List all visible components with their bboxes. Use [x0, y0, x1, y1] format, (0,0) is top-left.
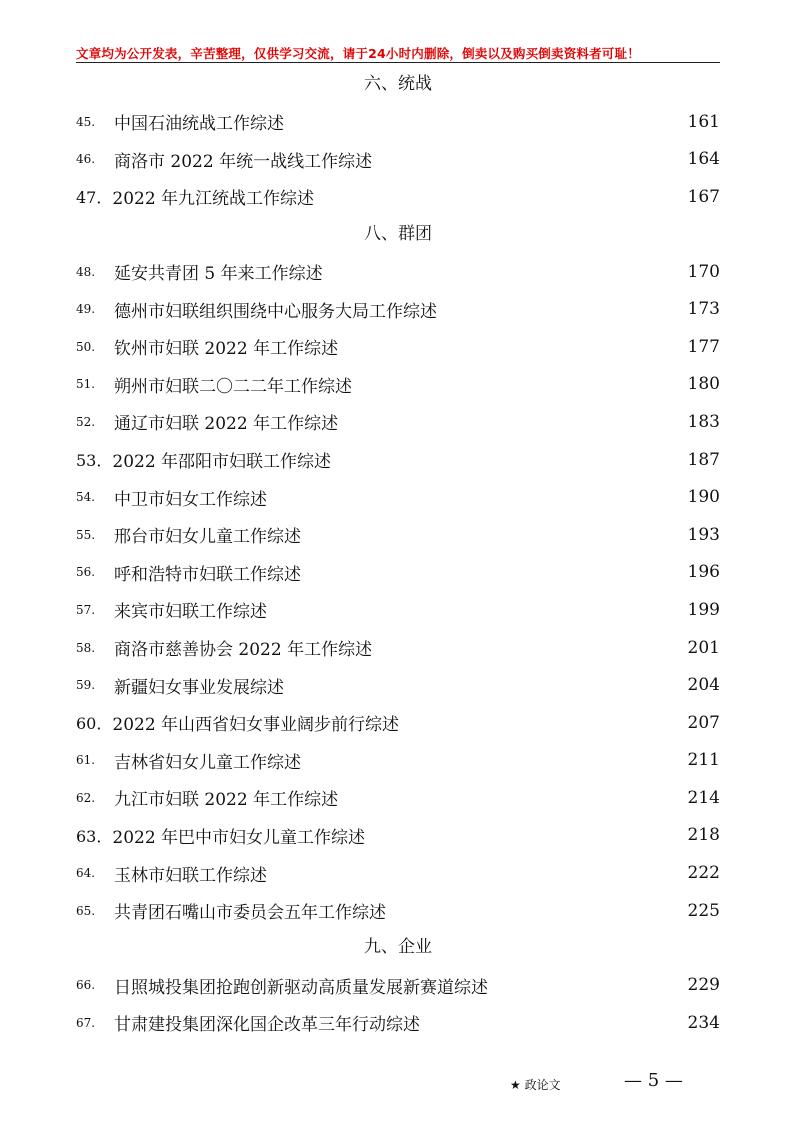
- toc-entry[interactable]: [76, 854, 720, 892]
- toc-entry[interactable]: [76, 666, 720, 704]
- entry-page-number: 164: [687, 149, 720, 170]
- entry-number: 65.: [76, 903, 96, 918]
- section-title: 六、统战: [364, 74, 432, 94]
- entry-page-number: 225: [687, 900, 720, 921]
- entry-number: 61.: [76, 753, 96, 768]
- entry-number: 56.: [76, 565, 96, 580]
- entry-number: 62.: [76, 790, 96, 805]
- toc-entry[interactable]: [76, 892, 720, 930]
- toc-entry[interactable]: [76, 441, 720, 479]
- entry-number: 54.: [76, 490, 96, 505]
- toc-entry[interactable]: [76, 817, 720, 855]
- header-notice: 文章均为公开发表，辛苦整理，仅供学习交流，请于24小时内删除，倒卖以及购买倒卖资料者可耻！: [76, 46, 640, 61]
- toc-entry[interactable]: [76, 103, 720, 141]
- entry-number: 48.: [76, 264, 96, 279]
- entry-page-number: 193: [687, 524, 720, 545]
- entry-page-number: 234: [687, 1012, 720, 1033]
- entry-number: 59.: [76, 678, 96, 693]
- footer-page-number: — 5 —: [624, 1070, 683, 1091]
- entry-title: 玉林市妇联工作综述: [114, 865, 267, 886]
- entry-number: 53．: [76, 451, 113, 471]
- toc-entry[interactable]: [76, 554, 720, 592]
- toc-entry[interactable]: [76, 516, 720, 554]
- entry-number: 51.: [76, 377, 96, 392]
- entry-title: 中卫市妇女工作综述: [114, 489, 267, 510]
- entry-number: 45.: [76, 114, 96, 129]
- entry-number: 67.: [76, 1015, 96, 1030]
- entry-page-number: 187: [687, 449, 720, 470]
- entry-title: 德州市妇联组织围绕中心服务大局工作综述: [114, 301, 437, 322]
- entry-title: 2022 年巴中市妇女儿童工作综述: [112, 827, 366, 848]
- entry-number: 46.: [76, 152, 96, 167]
- section-title: 八、群团: [364, 223, 432, 244]
- toc-entry[interactable]: [76, 629, 720, 667]
- entry-page-number: 204: [687, 675, 720, 696]
- toc-entry[interactable]: [76, 704, 720, 742]
- entry-page-number: 218: [687, 825, 720, 846]
- entry-title: 共青团石嘴山市委员会五年工作综述: [114, 903, 386, 924]
- entry-page-number: 177: [687, 336, 720, 357]
- entry-number: 49.: [76, 302, 96, 317]
- entry-number: 63．: [76, 826, 113, 846]
- section-title: 九、企业: [364, 937, 432, 958]
- table-of-contents: [76, 66, 720, 1042]
- toc-entry[interactable]: [76, 742, 720, 780]
- entry-title: 钦州市妇联 2022 年工作综述: [114, 339, 339, 360]
- entry-title: 通辽市妇联 2022 年工作综述: [114, 414, 339, 435]
- entry-page-number: 161: [687, 111, 720, 132]
- entry-title: 九江市妇联 2022 年工作综述: [114, 790, 339, 811]
- toc-entry[interactable]: [76, 591, 720, 629]
- entry-page-number: 190: [687, 487, 720, 508]
- entry-number: 60．: [76, 714, 113, 734]
- entry-page-number: 207: [687, 712, 720, 733]
- entry-title: 2022 年九江统战工作综述: [112, 189, 315, 210]
- entry-title: 邢台市妇女儿童工作综述: [114, 527, 301, 548]
- toc-entry[interactable]: [76, 478, 720, 516]
- entry-page-number: 180: [687, 374, 720, 395]
- entry-title: 2022 年山西省妇女事业阔步前行综述: [112, 715, 400, 736]
- toc-entry[interactable]: [76, 328, 720, 366]
- entry-title: 商洛市 2022 年统一战线工作综述: [114, 151, 373, 172]
- entry-number: 50.: [76, 339, 96, 354]
- entry-page-number: 229: [687, 975, 720, 996]
- entry-page-number: 167: [687, 186, 720, 207]
- entry-page-number: 214: [687, 787, 720, 808]
- entry-number: 55.: [76, 527, 96, 542]
- entry-page-number: 201: [687, 637, 720, 658]
- entry-page-number: 211: [687, 750, 720, 771]
- toc-entry[interactable]: [76, 178, 720, 216]
- entry-page-number: 183: [687, 411, 720, 432]
- entry-title: 2022 年邵阳市妇联工作综述: [112, 452, 332, 473]
- entry-page-number: 173: [687, 299, 720, 320]
- entry-title: 呼和浩特市妇联工作综述: [114, 564, 301, 585]
- entry-page-number: 199: [687, 599, 720, 620]
- toc-entry[interactable]: [76, 366, 720, 404]
- entry-page-number: 170: [687, 261, 720, 282]
- entry-title: 中国石油统战工作综述: [114, 114, 284, 135]
- toc-entry[interactable]: [76, 403, 720, 441]
- footer-brand: ★ 政论文: [510, 1078, 561, 1092]
- toc-entry[interactable]: [76, 1004, 720, 1042]
- entry-title: 朔州市妇联二〇二二年工作综述: [114, 376, 352, 397]
- entry-title: 日照城投集团抢跑创新驱动高质量发展新赛道综述: [114, 977, 488, 998]
- entry-number: 57.: [76, 602, 96, 617]
- entry-number: 52.: [76, 414, 96, 429]
- toc-entry[interactable]: [76, 141, 720, 179]
- entry-title: 吉林省妇女儿童工作综述: [114, 752, 301, 773]
- toc-entry[interactable]: [76, 966, 720, 1004]
- entry-number: 47．: [76, 188, 113, 208]
- entry-page-number: 222: [687, 863, 720, 884]
- header-divider: [76, 62, 720, 63]
- entry-page-number: 196: [687, 562, 720, 583]
- entry-title: 甘肃建投集团深化国企改革三年行动综述: [114, 1015, 420, 1036]
- entry-title: 来宾市妇联工作综述: [114, 602, 267, 623]
- entry-number: 58.: [76, 640, 96, 655]
- toc-entry[interactable]: [76, 253, 720, 291]
- toc-entry[interactable]: [76, 290, 720, 328]
- entry-title: 新疆妇女事业发展综述: [114, 677, 284, 698]
- entry-number: 64.: [76, 866, 96, 881]
- entry-title: 商洛市慈善协会 2022 年工作综述: [114, 640, 373, 661]
- entry-title: 延安共青团 5 年来工作综述: [114, 264, 323, 285]
- entry-number: 66.: [76, 978, 96, 993]
- toc-entry[interactable]: [76, 779, 720, 817]
